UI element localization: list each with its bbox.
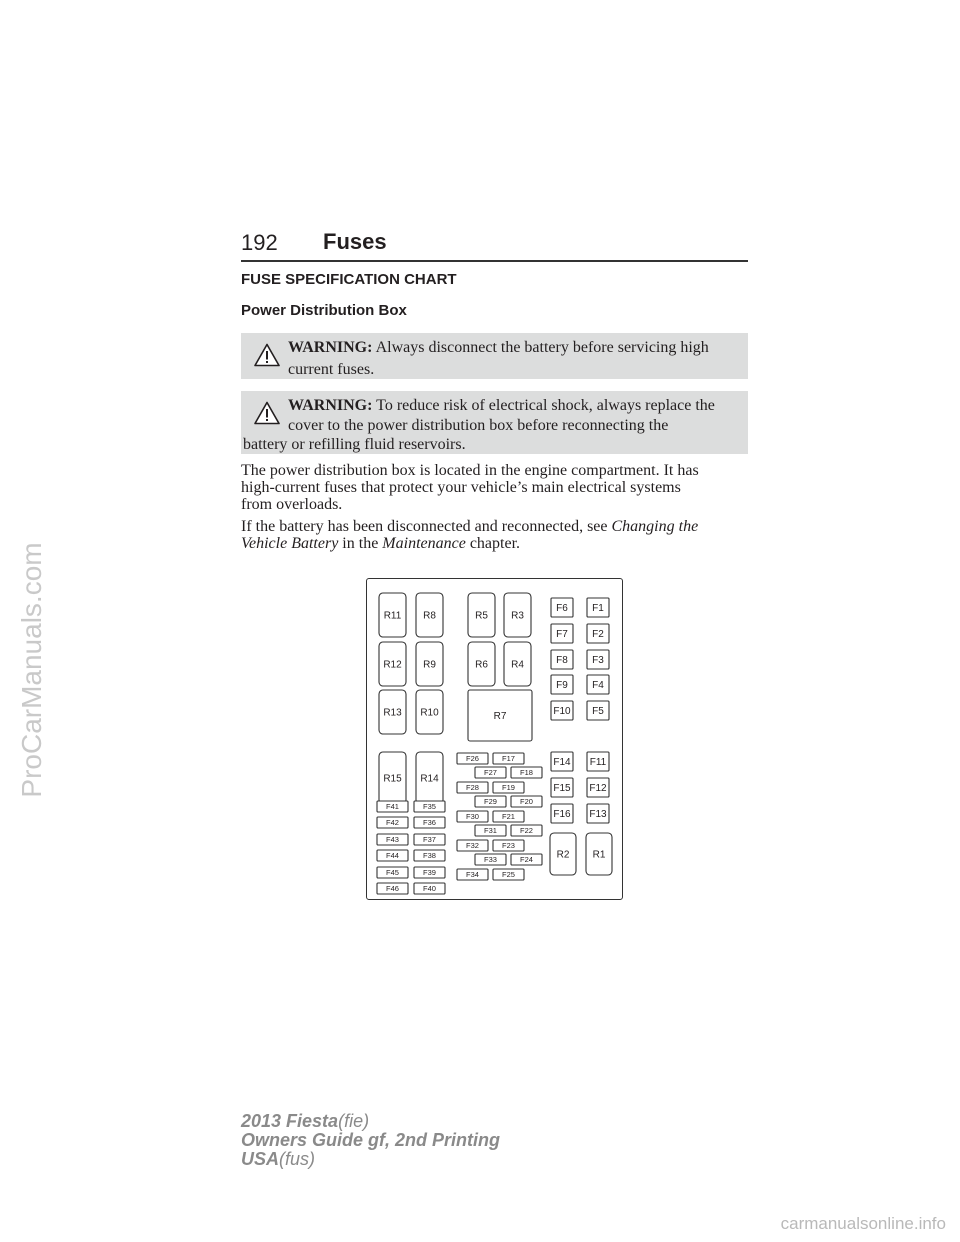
- paragraph-battery-reference: If the battery has been disconnected and reconnected, see Changing the Vehicle Battery in the Maintenance chapter.: [241, 518, 699, 552]
- fuse-f9: [551, 675, 573, 694]
- paragraph-location: The power distribution box is located in the engine compartment. It has high-current fuses that protect your vehicle’s main electrical systems from overloads.: [241, 462, 699, 513]
- fuse-f43: [377, 834, 408, 845]
- svg-text:F24: F24: [520, 855, 533, 865]
- svg-text:F33: F33: [484, 855, 497, 865]
- svg-text:F40: F40: [423, 884, 436, 894]
- svg-text:F17: F17: [502, 754, 515, 764]
- fuse-f11: [587, 752, 609, 771]
- svg-text:F36: F36: [423, 818, 436, 828]
- svg-text:F38: F38: [423, 851, 436, 861]
- fuse-f28: [457, 782, 488, 793]
- fuse-box-diagram: [366, 578, 623, 900]
- svg-text:F31: F31: [484, 826, 497, 836]
- svg-text:R6: R6: [475, 659, 488, 671]
- relay-r12: [379, 642, 406, 686]
- svg-text:R5: R5: [475, 610, 488, 622]
- svg-text:F26: F26: [466, 754, 479, 764]
- fuse-f32: [457, 840, 488, 851]
- relay-r15: [379, 752, 406, 804]
- fuse-f16: [551, 804, 573, 823]
- fuse-f26: [457, 753, 488, 764]
- fuse-box-svg: [367, 579, 624, 901]
- fuse-f5: [587, 701, 609, 720]
- relay-r6: [468, 642, 495, 686]
- svg-text:R15: R15: [383, 773, 402, 785]
- warning-triangle-icon: [254, 343, 280, 367]
- fuse-f25: [493, 869, 524, 880]
- warning-text: cover to the power distribution box before reconnecting the: [288, 417, 669, 434]
- fuse-f36: [414, 817, 445, 828]
- svg-text:R2: R2: [556, 849, 570, 861]
- svg-text:F13: F13: [589, 809, 607, 821]
- fuse-f13: [587, 804, 609, 823]
- warning-text: To reduce risk of electrical shock, always replace the: [376, 397, 715, 414]
- fuse-f3: [587, 650, 609, 669]
- svg-text:F30: F30: [466, 812, 479, 822]
- svg-text:F8: F8: [556, 655, 568, 667]
- relay-r2: [550, 833, 576, 875]
- svg-text:R4: R4: [511, 659, 524, 671]
- svg-text:F15: F15: [553, 783, 571, 795]
- svg-text:F21: F21: [502, 812, 515, 822]
- fuse-f12: [587, 778, 609, 797]
- warning-label: WARNING:: [288, 339, 373, 356]
- side-watermark: ProCarManuals.com: [16, 542, 47, 798]
- svg-text:R13: R13: [383, 707, 402, 719]
- fuse-f8: [551, 650, 573, 669]
- svg-text:F37: F37: [423, 835, 436, 845]
- relay-r7: [468, 690, 532, 741]
- fuse-f22: [511, 825, 542, 836]
- svg-text:F25: F25: [502, 870, 515, 880]
- fuse-f4: [587, 675, 609, 694]
- svg-text:F29: F29: [484, 797, 497, 807]
- fuse-f34: [457, 869, 488, 880]
- svg-text:F22: F22: [520, 826, 533, 836]
- fuse-f14: [551, 752, 573, 771]
- svg-text:F44: F44: [386, 851, 399, 861]
- fuse-f10: [551, 701, 573, 720]
- svg-text:R12: R12: [383, 659, 402, 671]
- reference-maintenance-chapter: Maintenance: [382, 535, 466, 552]
- svg-text:F18: F18: [520, 768, 533, 778]
- relay-r4: [504, 642, 531, 686]
- fuse-f38: [414, 850, 445, 861]
- svg-text:F1: F1: [592, 603, 604, 615]
- fuse-f42: [377, 817, 408, 828]
- relay-r11: [379, 593, 406, 637]
- fuse-f23: [493, 840, 524, 851]
- warning-text: battery or refilling fluid reservoirs.: [243, 436, 466, 453]
- bottom-watermark: carmanualsonline.info: [780, 1214, 946, 1233]
- fuse-f39: [414, 867, 445, 878]
- fuse-f6: [551, 598, 573, 617]
- chart-heading: FUSE SPECIFICATION CHART: [241, 271, 457, 288]
- svg-text:F14: F14: [553, 757, 571, 769]
- warning-triangle-icon: [254, 401, 280, 425]
- fuse-f33: [475, 854, 506, 865]
- svg-text:F2: F2: [592, 629, 604, 641]
- fuse-f46: [377, 883, 408, 894]
- footer-market: USA: [241, 1149, 280, 1169]
- svg-text:F11: F11: [589, 757, 607, 769]
- svg-text:F45: F45: [386, 868, 399, 878]
- fuse-f35: [414, 801, 445, 812]
- warning-box-1: [241, 333, 748, 379]
- fuse-f31: [475, 825, 506, 836]
- svg-text:R8: R8: [423, 610, 436, 622]
- fuse-f19: [493, 782, 524, 793]
- relay-r13: [379, 690, 406, 734]
- fuse-f21: [493, 811, 524, 822]
- warning-text: current fuses.: [288, 361, 375, 378]
- relay-r3: [504, 593, 531, 637]
- svg-text:F35: F35: [423, 802, 436, 812]
- fuse-f20: [511, 796, 542, 807]
- fuse-f24: [511, 854, 542, 865]
- warning-text: Always disconnect the battery before servicing high: [375, 339, 709, 356]
- svg-text:F5: F5: [592, 706, 604, 718]
- svg-text:F3: F3: [592, 655, 604, 667]
- fuse-f7: [551, 624, 573, 643]
- svg-text:F39: F39: [423, 868, 436, 878]
- svg-text:F42: F42: [386, 818, 399, 828]
- svg-text:R14: R14: [420, 773, 439, 785]
- footer-model: 2013 Fiesta: [241, 1111, 339, 1131]
- fuse-f2: [587, 624, 609, 643]
- svg-text:F19: F19: [502, 783, 515, 793]
- svg-text:R7: R7: [493, 711, 507, 723]
- fuse-f17: [493, 753, 524, 764]
- svg-text:R10: R10: [420, 707, 439, 719]
- fuse-f40: [414, 883, 445, 894]
- footer-market-code: (fus): [279, 1149, 316, 1169]
- warning-box-2: [241, 391, 748, 454]
- relay-r14: [416, 752, 443, 804]
- footer-guide: Owners Guide gf, 2nd Printing: [241, 1130, 501, 1150]
- reference-changing-battery: Vehicle Battery: [241, 535, 339, 552]
- svg-text:R3: R3: [511, 610, 524, 622]
- section-title: Fuses: [323, 229, 387, 254]
- svg-text:F46: F46: [386, 884, 399, 894]
- fuse-f29: [475, 796, 506, 807]
- fuse-f27: [475, 767, 506, 778]
- svg-text:F7: F7: [556, 629, 568, 641]
- fuse-f45: [377, 867, 408, 878]
- svg-text:F4: F4: [592, 680, 604, 692]
- relay-r1: [586, 833, 612, 875]
- fuse-f37: [414, 834, 445, 845]
- fuse-f30: [457, 811, 488, 822]
- page-number: 192: [241, 230, 278, 255]
- svg-text:F23: F23: [502, 841, 515, 851]
- page-footer: [241, 1112, 500, 1169]
- svg-text:F32: F32: [466, 841, 479, 851]
- svg-text:F43: F43: [386, 835, 399, 845]
- svg-text:F28: F28: [466, 783, 479, 793]
- relay-r10: [416, 690, 443, 734]
- fuse-f1: [587, 598, 609, 617]
- box-heading: Power Distribution Box: [241, 302, 407, 319]
- svg-text:F41: F41: [386, 802, 399, 812]
- svg-text:F9: F9: [556, 680, 568, 692]
- svg-text:F34: F34: [466, 870, 479, 880]
- relay-r9: [416, 642, 443, 686]
- relay-r5: [468, 593, 495, 637]
- svg-text:F20: F20: [520, 797, 533, 807]
- fuse-f41: [377, 801, 408, 812]
- fuse-f44: [377, 850, 408, 861]
- reference-changing-battery: Changing the: [611, 518, 699, 535]
- svg-text:F10: F10: [553, 706, 571, 718]
- svg-text:F16: F16: [553, 809, 571, 821]
- svg-text:F6: F6: [556, 603, 568, 615]
- warning-label: WARNING:: [288, 397, 373, 414]
- svg-text:R1: R1: [592, 849, 606, 861]
- relay-r8: [416, 593, 443, 637]
- svg-text:F27: F27: [484, 768, 497, 778]
- svg-text:R9: R9: [423, 659, 436, 671]
- fuse-f15: [551, 778, 573, 797]
- fuse-f18: [511, 767, 542, 778]
- footer-model-code: (fie): [338, 1111, 370, 1131]
- svg-text:F12: F12: [589, 783, 607, 795]
- svg-text:R11: R11: [383, 610, 402, 622]
- page-header: [241, 226, 748, 262]
